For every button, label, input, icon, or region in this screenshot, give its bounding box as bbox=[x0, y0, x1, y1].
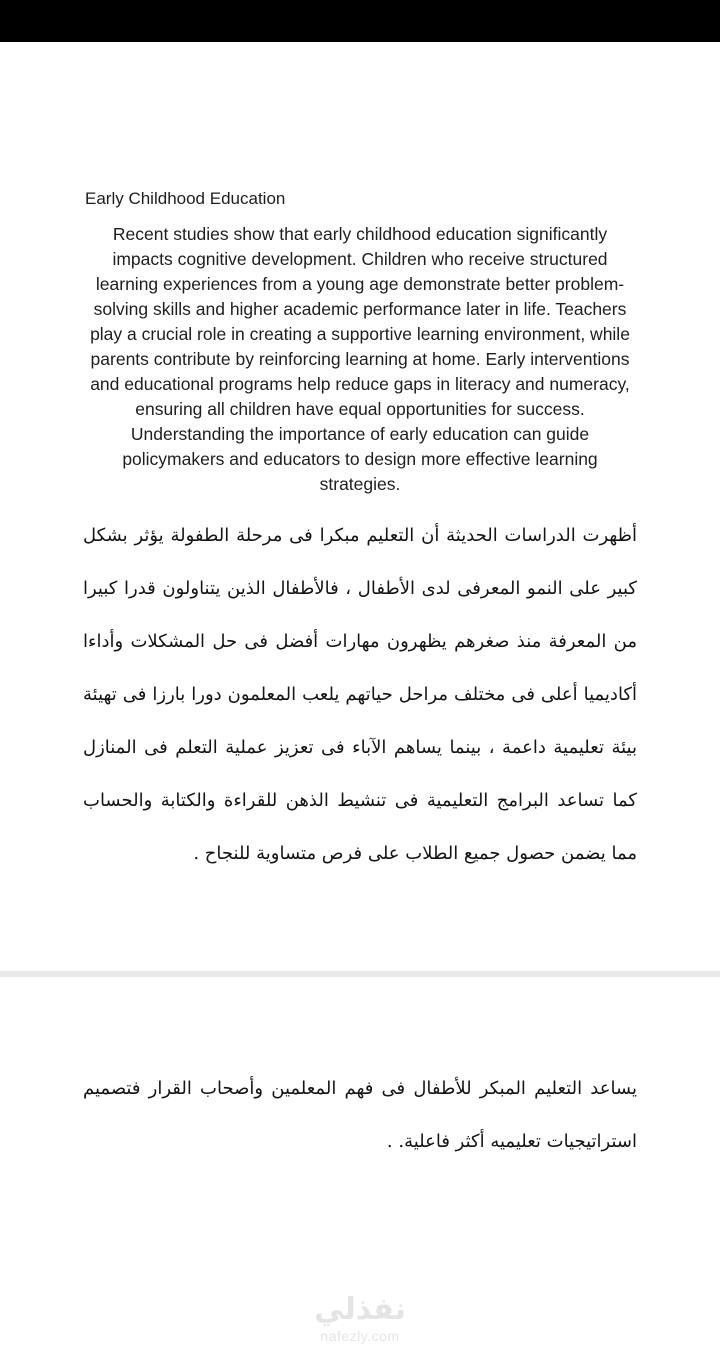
nafezly-logo: نفذلي bbox=[314, 1292, 406, 1327]
page-title: Early Childhood Education bbox=[85, 189, 286, 208]
english-paragraph: Recent studies show that early childhood education significantly impacts cognitive development. Children who receive structured learning experiences from a young age demonstrate better problem-solving skills and higher academic performance later in life. Teachers play a crucial role in creating a supportive learning environment, while parents contribute by reinforcing learning at home. Early interventions and educational programs help reduce gaps in literacy and numeracy, ensuring all children have equal opportunities for success. Understanding the importance of early education can guide policymakers and educators to design more effective learning strategies. bbox=[90, 224, 630, 494]
section-divider bbox=[0, 971, 720, 977]
watermark-site-url: nafezly.com bbox=[320, 1328, 400, 1344]
arabic-paragraph: أظهرت الدراسات الحديثة أن التعليم مبكرا فى مرحلة الطفولة يؤثر بشكل كبير على النمو المعرفى لدى الأطفال ، فالأطفال الذين يتناولون قدرا كبيرا من المعرفة منذ صغرهم يظهرون مهارات أفضل فى حل المشكلات وأداءا أكاديميا أعلى فى مختلف مراحل حياتهم يلعب المعلمون دورا بارزا فى تهيئة بيئة تعليمية داعمة ، بينما يساهم الآباء فى تعزيز عملية التعلم فى المنازل كما تساعد البرامج التعليمية فى تنشيط الذهن للقراءة والكتابة والحساب مما يضمن حصول جميع الطلاب على فرص متساوية للنجاح . bbox=[83, 525, 637, 864]
arabic-paragraph-secondary: يساعد التعليم المبكر للأطفال فى فهم المعلمين وأصحاب القرار فتصميم استراتيجيات تعليميه أكثر فاعلية. . bbox=[83, 1078, 637, 1152]
watermark bbox=[0, 1294, 720, 1344]
top-bar bbox=[0, 0, 720, 42]
